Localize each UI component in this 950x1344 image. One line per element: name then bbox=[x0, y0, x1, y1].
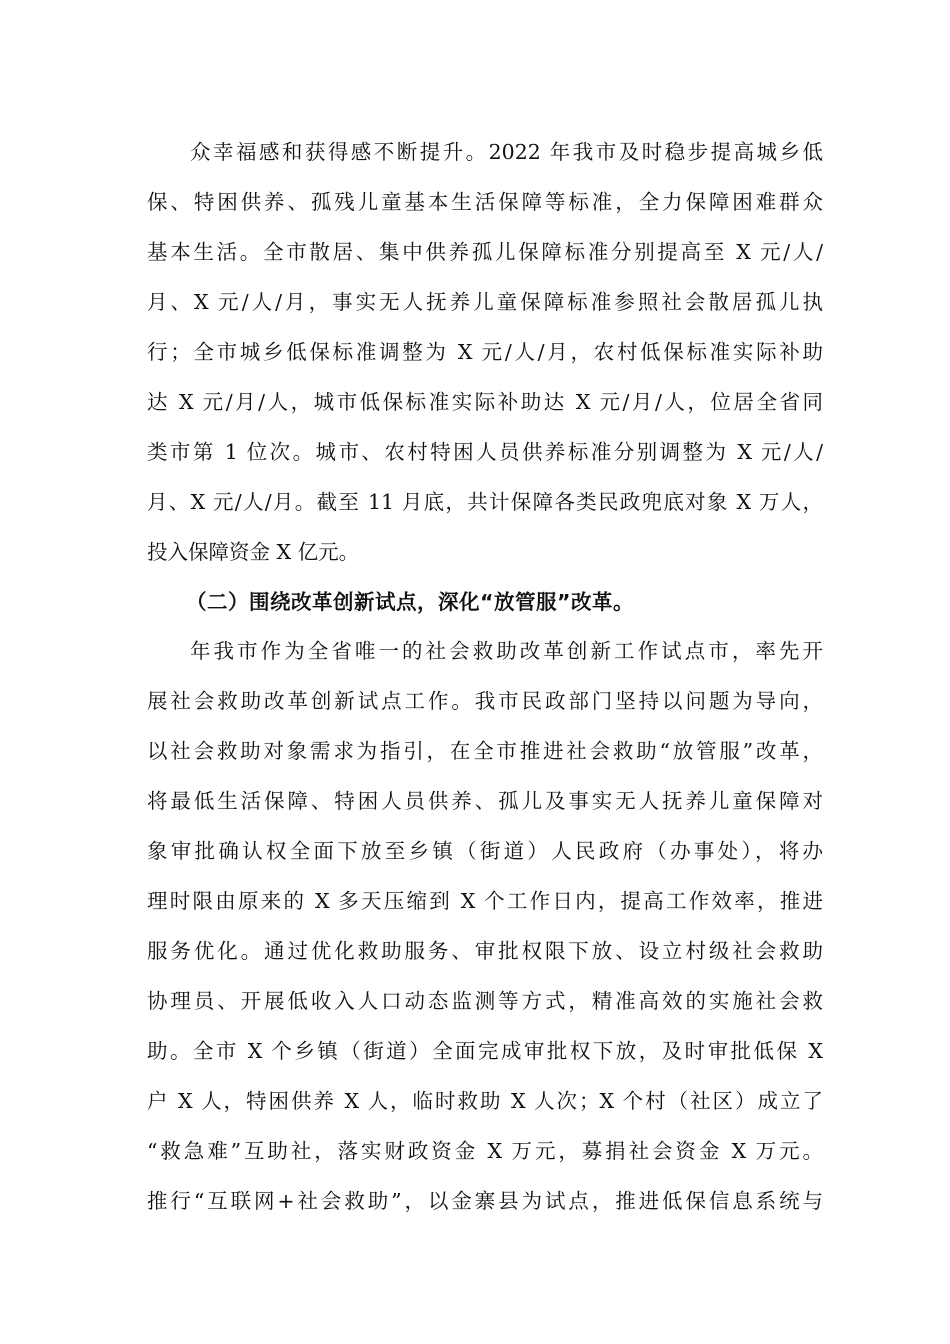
paragraph-1-line-5: 行；全市城乡低保标准调整为 X 元/人/月，农村低保标准实际补助 bbox=[147, 340, 823, 364]
paragraph-1-line-4: 月、X 元/人/月，事实无人抚养儿童保障标准参照社会散居孤儿执 bbox=[147, 290, 823, 314]
paragraph-2-line-2: 展社会救助改革创新试点工作。我市民政部门坚持以问题为导向， bbox=[147, 689, 823, 713]
paragraph-1-line-1: 众幸福感和获得感不断提升。2022 年我市及时稳步提高城乡低 bbox=[190, 140, 823, 164]
paragraph-2-line-3: 以社会救助对象需求为指引，在全市推进社会救助“放管服”改革， bbox=[147, 739, 823, 763]
paragraph-2-line-8: 协理员、开展低收入人口动态监测等方式，精准高效的实施社会救 bbox=[147, 989, 823, 1013]
paragraph-1-line-2: 保、特困供养、孤残儿童基本生活保障等标准，全力保障困难群众 bbox=[147, 190, 823, 214]
paragraph-2-line-12: 推行“互联网+社会救助”，以金寨县为试点，推进低保信息系统与 bbox=[147, 1189, 823, 1213]
paragraph-2-line-9: 助。全市 X 个乡镇（街道）全面完成审批权下放，及时审批低保 X bbox=[147, 1039, 823, 1063]
section-heading: （二）围绕改革创新试点，深化“放管服”改革。 bbox=[186, 590, 634, 614]
paragraph-1-line-8: 月、X 元/人/月。截至 11 月底，共计保障各类民政兜底对象 X 万人， bbox=[147, 490, 823, 514]
paragraph-2-line-1: 年我市作为全省唯一的社会救助改革创新工作试点市，率先开 bbox=[190, 639, 823, 663]
paragraph-2-line-10: 户 X 人，特困供养 X 人，临时救助 X 人次；X 个村（社区）成立了 bbox=[147, 1089, 823, 1113]
paragraph-1-line-3: 基本生活。全市散居、集中供养孤儿保障标准分别提高至 X 元/人/ bbox=[147, 240, 823, 264]
paragraph-2-line-7: 服务优化。通过优化救助服务、审批权限下放、设立村级社会救助 bbox=[147, 939, 823, 963]
paragraph-2-line-4: 将最低生活保障、特困人员供养、孤儿及事实无人抚养儿童保障对 bbox=[147, 789, 823, 813]
paragraph-1-line-6: 达 X 元/月/人，城市低保标准实际补助达 X 元/月/人，位居全省同 bbox=[147, 390, 823, 414]
paragraph-1-line-7: 类市第 1 位次。城市、农村特困人员供养标准分别调整为 X 元/人/ bbox=[147, 440, 823, 464]
paragraph-1-line-9: 投入保障资金 X 亿元。 bbox=[147, 540, 360, 564]
paragraph-2-line-11: “救急难”互助社，落实财政资金 X 万元，募捐社会资金 X 万元。 bbox=[147, 1139, 823, 1163]
paragraph-2-line-5: 象审批确认权全面下放至乡镇（街道）人民政府（办事处），将办 bbox=[147, 839, 823, 863]
paragraph-2-line-6: 理时限由原来的 X 多天压缩到 X 个工作日内，提高工作效率，推进 bbox=[147, 889, 823, 913]
